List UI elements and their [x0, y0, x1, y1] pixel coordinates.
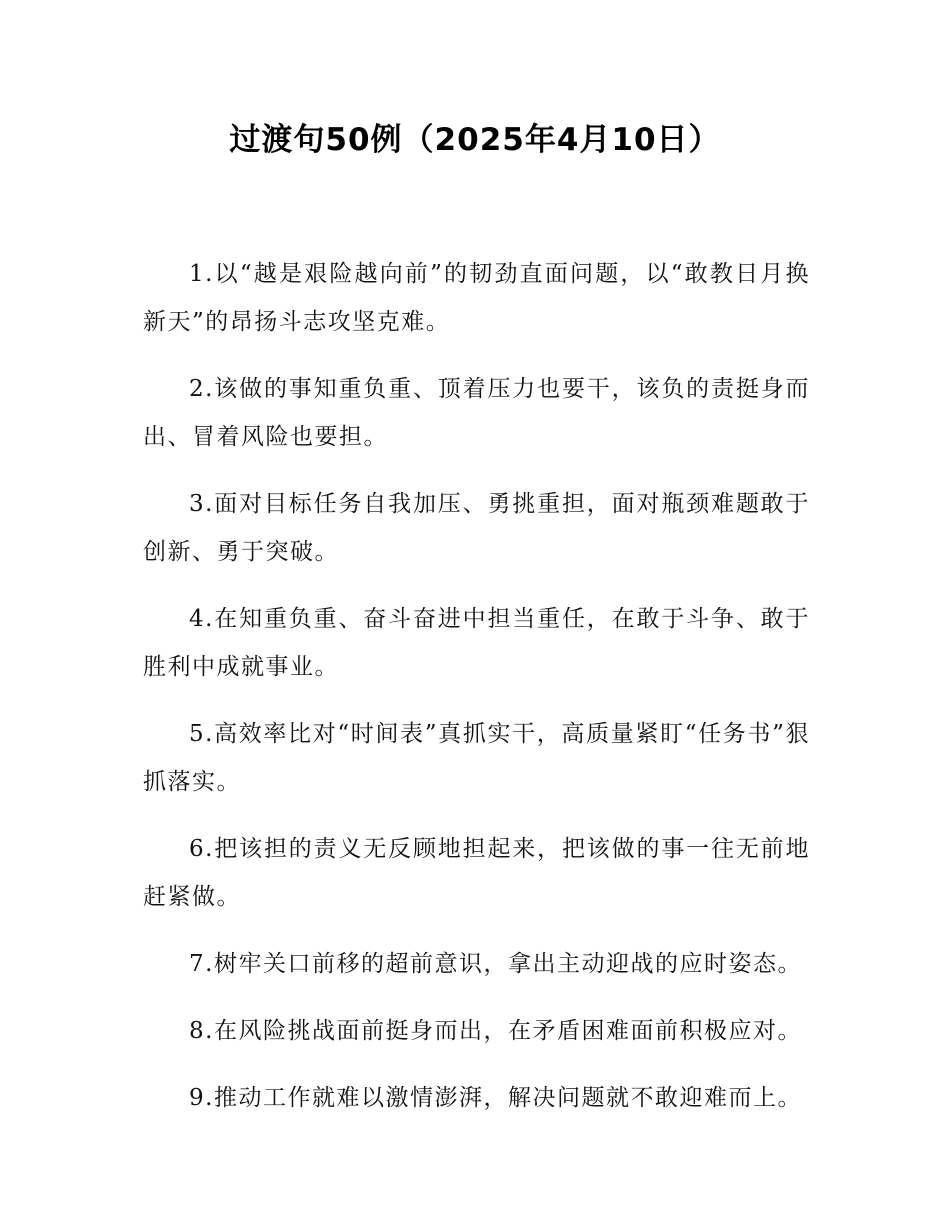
paragraph-8: 8.在风险挑战面前挺身而出，在矛盾困难面前积极应对。	[189, 1018, 802, 1044]
paragraph-5: 5.高效率比对“时间表”真抓实干，高质量紧盯“任务书”狠抓落实。	[143, 721, 810, 795]
paragraph-9: 9.推动工作就难以激情澎湃，解决问题就不敢迎难而上。	[189, 1085, 802, 1111]
document-title: 过渡句50例（2025年4月10日）	[229, 122, 721, 158]
paragraph-1: 1.以“越是艰险越向前”的韧劲直面问题，以“敢教日月换新天”的昂扬斗志攻坚克难。	[143, 261, 810, 335]
paragraph-2: 2.该做的事知重负重、顶着压力也要干，该负的责挺身而出、冒着风险也要担。	[143, 376, 810, 450]
document-body	[143, 250, 810, 1141]
paragraph-6: 6.把该担的责义无反顾地担起来，把该做的事一往无前地赶紧做。	[143, 836, 810, 910]
paragraph-7: 7.树牢关口前移的超前意识，拿出主动迎战的应时姿态。	[189, 951, 802, 977]
paragraph-4: 4.在知重负重、奋斗奋进中担当重任，在敢于斗争、敢于胜利中成就事业。	[143, 606, 810, 680]
paragraph-3: 3.面对目标任务自我加压、勇挑重担，面对瓶颈难题敢于创新、勇于突破。	[143, 491, 810, 565]
